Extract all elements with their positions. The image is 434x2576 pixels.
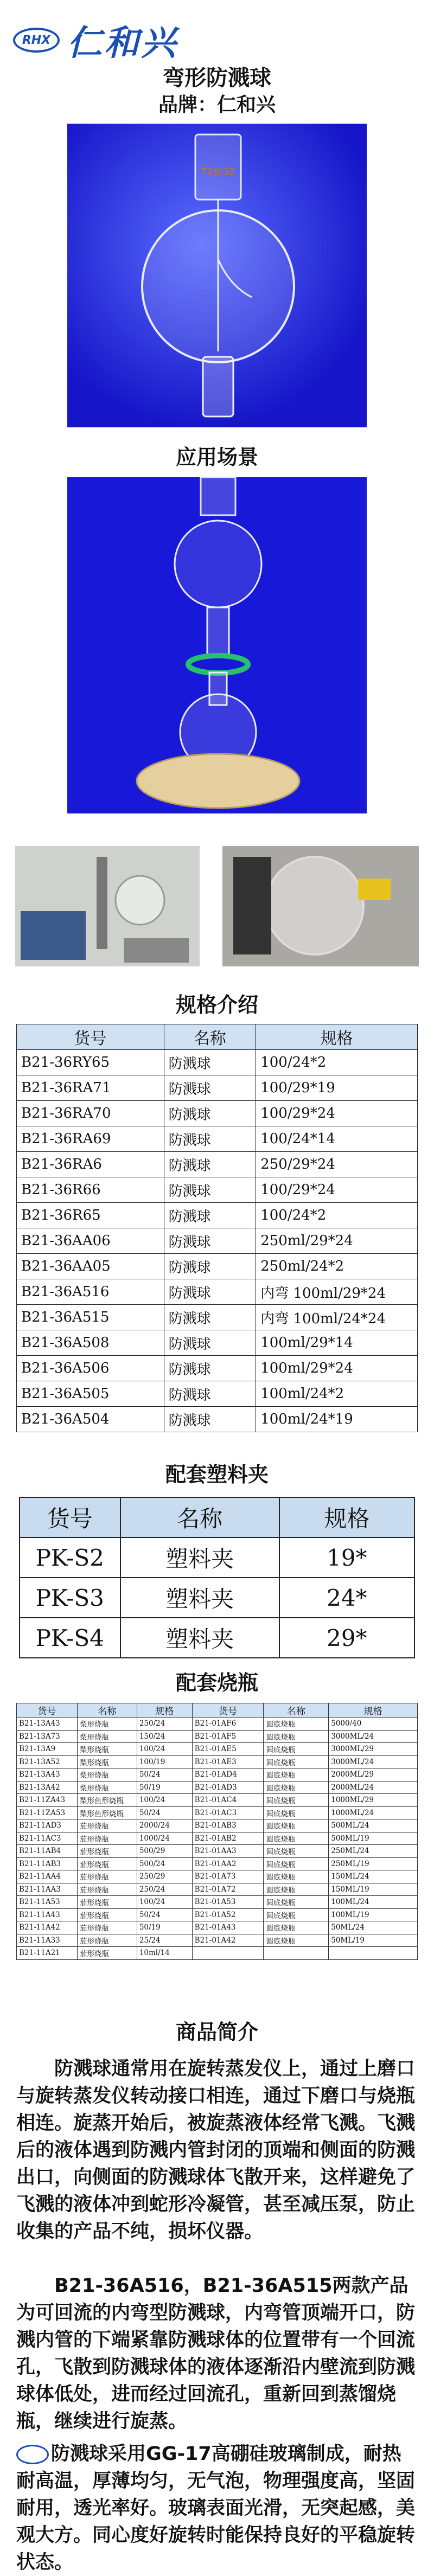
clip-row	[20, 1578, 414, 1618]
specs-header-code: 货号	[17, 1024, 164, 1050]
section-flasks-title: 配套烧瓶	[175, 1671, 258, 1695]
flask-header-code-2: 货号	[192, 1703, 264, 1718]
product-title: 弯形防溅球	[163, 66, 271, 91]
specs-cell: 防溅球	[164, 1203, 256, 1228]
flask-cell: 茄形烧瓶	[77, 1921, 137, 1934]
flask-cell: B21-01A53	[192, 1896, 264, 1909]
specs-row	[17, 1330, 418, 1356]
specs-row	[17, 1228, 418, 1254]
flask-cell: B21-11AB4	[17, 1845, 78, 1858]
flask-cell: 梨形烧瓶	[77, 1755, 137, 1768]
flask-cell: B21-11A53	[17, 1896, 78, 1909]
flask-cell: 100ML/19	[329, 1908, 418, 1921]
flask-cell: B21-01A42	[192, 1934, 264, 1947]
specs-cell: 100ml/24*2	[256, 1381, 418, 1407]
clip-cell: 29*	[279, 1618, 414, 1658]
flask-cell: 梨形烧瓶	[77, 1781, 137, 1794]
specs-cell: 防溅球	[164, 1381, 256, 1407]
brand-line: 品牌：仁和兴	[158, 94, 276, 116]
specs-row	[17, 1177, 418, 1203]
flask-cell: B21-13A73	[17, 1730, 78, 1743]
flask-cell: 2000/24	[137, 1819, 192, 1832]
flask-cell: B21-11AC3	[17, 1832, 78, 1845]
specs-cell: 防溅球	[164, 1101, 256, 1126]
flask-cell: 圆底烧瓶	[264, 1921, 329, 1934]
flask-cell: B21-01AF5	[192, 1730, 264, 1743]
logo-mark: RHX	[13, 28, 60, 53]
specs-row	[17, 1279, 418, 1305]
specs-cell: B21-36RA6	[17, 1152, 164, 1177]
flask-cell: 250/29	[137, 1870, 192, 1883]
specs-cell: 250ml/29*24	[256, 1228, 418, 1254]
flask-cell: B21-11A43	[17, 1908, 78, 1921]
specs-cell: B21-36A516	[17, 1279, 164, 1305]
flask-cell: B21-01AE3	[192, 1755, 264, 1768]
specs-header-spec: 规格	[256, 1024, 418, 1050]
flask-row	[17, 1781, 418, 1794]
specs-row	[17, 1101, 418, 1126]
clip-cell: 塑料夹	[120, 1578, 279, 1618]
clip-cell: PK-S4	[20, 1618, 120, 1658]
specs-cell: 250ml/24*2	[256, 1254, 418, 1279]
joint-label: T29/32	[201, 166, 235, 178]
flask-row	[17, 1857, 418, 1870]
specs-cell: 100/24*2	[256, 1050, 418, 1075]
brand-name: 仁和兴	[67, 23, 178, 63]
specs-cell: B21-36AA05	[17, 1254, 164, 1279]
flask-cell: 圆底烧瓶	[264, 1755, 329, 1768]
flask-header-spec-2: 规格	[329, 1703, 418, 1718]
flask-cell: 250/24	[137, 1718, 192, 1731]
specs-cell: 100/24*14	[256, 1126, 418, 1152]
flask-cell: 5000/40	[329, 1718, 418, 1731]
flask-cell: 茄形烧瓶	[77, 1819, 137, 1832]
flask-cell: 2000ML/29	[329, 1768, 418, 1782]
specs-cell: 防溅球	[164, 1152, 256, 1177]
flask-row	[17, 1730, 418, 1743]
flask-cell: B21-11AD3	[17, 1819, 78, 1832]
flask-table	[16, 1703, 418, 1960]
product-photo	[67, 124, 367, 427]
flask-cell: 1000ML/24	[329, 1806, 418, 1819]
flask-cell: 茄形烧瓶	[77, 1870, 137, 1883]
specs-cell: B21-36A506	[17, 1356, 164, 1381]
flask-cell: 梨形鱼形烧瓶	[77, 1794, 137, 1807]
flask-cell: 50/24	[137, 1806, 192, 1819]
flask-cell: 圆底烧瓶	[264, 1832, 329, 1845]
flask-cell: 150ML/24	[329, 1870, 418, 1883]
flask-cell: 100/19	[137, 1755, 192, 1768]
flask-cell: 3000ML/29	[329, 1743, 418, 1756]
flask-cell: B21-13A9	[17, 1743, 78, 1756]
flask-row	[17, 1794, 418, 1807]
flask-cell: 50ML/24	[329, 1921, 418, 1934]
clip-cell: PK-S3	[20, 1578, 120, 1618]
flask-cell: 10ml/14	[137, 1947, 192, 1960]
flask-cell: 1000ML/29	[329, 1794, 418, 1807]
flask-cell	[264, 1947, 329, 1960]
specs-cell: 100ml/29*24	[256, 1356, 418, 1381]
flask-cell: 25/24	[137, 1934, 192, 1947]
flask-cell: 100/24	[137, 1743, 192, 1756]
specs-cell: B21-36RA69	[17, 1126, 164, 1152]
flask-row	[17, 1947, 418, 1960]
flask-cell: 梨形烧瓶	[77, 1718, 137, 1731]
flask-cell: 50/24	[137, 1908, 192, 1921]
specs-row	[17, 1407, 418, 1432]
clip-header-code: 货号	[20, 1497, 120, 1537]
specs-cell: B21-36A515	[17, 1305, 164, 1330]
flask-cell: B21-11A21	[17, 1947, 78, 1960]
flask-cell: 梨形烧瓶	[77, 1730, 137, 1743]
flask-cell: B21-01AA2	[192, 1857, 264, 1870]
flask-cell: 100/24	[137, 1896, 192, 1909]
flask-cell: B21-01A73	[192, 1870, 264, 1883]
flask-cell: 梨形烧瓶	[77, 1768, 137, 1782]
specs-cell: B21-36A508	[17, 1330, 164, 1356]
flask-cell: 茄形烧瓶	[77, 1832, 137, 1845]
flask-header-name-2: 名称	[264, 1703, 329, 1718]
flask-cell: B21-11ZA53	[17, 1806, 78, 1819]
specs-cell: 100ml/24*19	[256, 1407, 418, 1432]
intro-paragraph-3-wrap	[16, 2440, 418, 2576]
flask-cell: 500/24	[137, 1857, 192, 1870]
specs-row	[17, 1381, 418, 1407]
flask-cell: B21-13A43	[17, 1768, 78, 1782]
flask-row	[17, 1870, 418, 1883]
flask-row	[17, 1908, 418, 1921]
specs-cell: 100/29*24	[256, 1177, 418, 1203]
flask-cell: B21-01AE5	[192, 1743, 264, 1756]
specs-table	[16, 1024, 418, 1432]
flask-row	[17, 1768, 418, 1782]
flask-cell: B21-01AD3	[192, 1781, 264, 1794]
clip-row	[20, 1618, 414, 1658]
flask-cell: 茄形烧瓶	[77, 1883, 137, 1896]
flask-cell: B21-01AD4	[192, 1768, 264, 1782]
flask-cell: 圆底烧瓶	[264, 1857, 329, 1870]
intro-paragraph-3: 防溅球采用GG-17高硼硅玻璃制成，耐热耐高温，厚薄均匀，无气泡，物理强度高，坚固耐用，透光率好。玻璃表面光滑，无突起感，美观大方。同心度好旋转时能保持良好的平稳旋转状态。	[16, 2443, 416, 2573]
specs-row	[17, 1254, 418, 1279]
clip-header-name: 名称	[120, 1497, 279, 1537]
flask-row	[17, 1718, 418, 1731]
flask-cell: 250/24	[137, 1883, 192, 1896]
clip-cell: 塑料夹	[120, 1537, 279, 1578]
specs-cell: B21-36RA70	[17, 1101, 164, 1126]
flask-row	[17, 1755, 418, 1768]
flask-cell: 茄形烧瓶	[77, 1908, 137, 1921]
flask-row	[17, 1921, 418, 1934]
specs-cell: 内弯 100ml/24*24	[256, 1305, 418, 1330]
clip-header-spec: 规格	[279, 1497, 414, 1537]
flask-cell: 150/24	[137, 1730, 192, 1743]
specs-cell: 防溅球	[164, 1254, 256, 1279]
flask-row	[17, 1845, 418, 1858]
flask-cell: 茄形烧瓶	[77, 1947, 137, 1960]
flask-row	[17, 1806, 418, 1819]
flask-cell: B21-11AB3	[17, 1857, 78, 1870]
flask-cell: B21-11AA4	[17, 1870, 78, 1883]
specs-cell: B21-36AA06	[17, 1228, 164, 1254]
flask-cell: B21-01AB3	[192, 1819, 264, 1832]
flask-cell: B21-01A43	[192, 1921, 264, 1934]
specs-cell: 防溅球	[164, 1356, 256, 1381]
flask-header-spec-1: 规格	[137, 1703, 192, 1718]
small-logo-icon	[16, 2445, 49, 2464]
flask-cell: B21-01A52	[192, 1908, 264, 1921]
specs-cell: 内弯 100ml/29*24	[256, 1279, 418, 1305]
flask-header-name-1: 名称	[77, 1703, 137, 1718]
flask-row	[17, 1934, 418, 1947]
flask-cell: 250ML/24	[329, 1845, 418, 1858]
flask-cell: 梨形烧瓶	[77, 1743, 137, 1756]
specs-row	[17, 1152, 418, 1177]
specs-cell: 250/29*24	[256, 1152, 418, 1177]
flask-cell: B21-01AB2	[192, 1832, 264, 1845]
flask-cell: 圆底烧瓶	[264, 1794, 329, 1807]
flask-cell: 圆底烧瓶	[264, 1819, 329, 1832]
specs-cell: 100/24*2	[256, 1203, 418, 1228]
specs-cell: B21-36R66	[17, 1177, 164, 1203]
flask-cell: B21-01AC4	[192, 1794, 264, 1807]
flask-header-row	[17, 1703, 418, 1718]
specs-row	[17, 1203, 418, 1228]
flask-row	[17, 1743, 418, 1756]
specs-cell: 100ml/29*14	[256, 1330, 418, 1356]
clip-row	[20, 1537, 414, 1578]
flask-cell: 梨形鱼形烧瓶	[77, 1806, 137, 1819]
clip-table	[19, 1497, 415, 1658]
flask-cell: B21-11ZA43	[17, 1794, 78, 1807]
specs-cell: 防溅球	[164, 1305, 256, 1330]
specs-cell: 防溅球	[164, 1126, 256, 1152]
flask-cell: 500ML/24	[329, 1819, 418, 1832]
flask-cell: 圆底烧瓶	[264, 1718, 329, 1731]
flask-cell: 150ML/19	[329, 1883, 418, 1896]
flask-cell: 茄形烧瓶	[77, 1896, 137, 1909]
flask-cell: 50/24	[137, 1768, 192, 1782]
specs-cell: 100/29*19	[256, 1075, 418, 1101]
flask-cell: 50ML/19	[329, 1934, 418, 1947]
section-intro-title: 商品简介	[175, 2020, 258, 2044]
intro-paragraph-2: B21-36A516，B21-36A515两款产品为可回流的内弯型防溅球，内弯管顶端开口，防溅内管的下端紧靠防溅球体的位置带有一个回流孔，飞散到防溅球体的液体逐渐沿内壁流到防溅球体低处，进而经过回流孔，重新回到蒸馏烧瓶，继续进行旋蒸。	[16, 2275, 416, 2432]
specs-cell: 防溅球	[164, 1228, 256, 1254]
specs-cell: B21-36R65	[17, 1203, 164, 1228]
specs-cell: 防溅球	[164, 1075, 256, 1101]
lab-photo-rotavap	[15, 846, 200, 966]
section-clips-title: 配套塑料夹	[165, 1463, 269, 1486]
flask-cell: 500/29	[137, 1845, 192, 1858]
specs-cell: B21-36RA71	[17, 1075, 164, 1101]
flask-cell: 圆底烧瓶	[264, 1908, 329, 1921]
flask-cell: B21-13A43	[17, 1718, 78, 1731]
flask-cell: 圆底烧瓶	[264, 1896, 329, 1909]
lab-photo-flask	[222, 846, 419, 966]
section-scene-title: 应用场景	[175, 445, 258, 469]
specs-row	[17, 1075, 418, 1101]
flask-cell: 500ML/19	[329, 1832, 418, 1845]
section-specs-title: 规格介绍	[175, 993, 258, 1017]
flask-row	[17, 1819, 418, 1832]
flask-cell: 100ML/24	[329, 1896, 418, 1909]
flask-cell: 圆底烧瓶	[264, 1781, 329, 1794]
specs-row	[17, 1305, 418, 1330]
brand-logo	[13, 15, 178, 65]
flask-cell: 50/19	[137, 1921, 192, 1934]
flask-cell: B21-01AC3	[192, 1806, 264, 1819]
flask-cell: 圆底烧瓶	[264, 1870, 329, 1883]
specs-row	[17, 1126, 418, 1152]
specs-cell: 防溅球	[164, 1050, 256, 1075]
flask-cell: 3000ML/24	[329, 1755, 418, 1768]
specs-row	[17, 1356, 418, 1381]
flask-cell: B21-11AA3	[17, 1883, 78, 1896]
flask-cell: 2000ML/24	[329, 1781, 418, 1794]
flask-row	[17, 1896, 418, 1909]
flask-cell: 茄形烧瓶	[77, 1845, 137, 1858]
flask-cell: 圆底烧瓶	[264, 1768, 329, 1782]
flask-cell: 250ML/19	[329, 1857, 418, 1870]
scene-photo	[67, 477, 367, 813]
flask-cell: B21-13A42	[17, 1781, 78, 1794]
flask-cell: 圆底烧瓶	[264, 1883, 329, 1896]
flask-cell	[329, 1947, 418, 1960]
specs-cell: 防溅球	[164, 1330, 256, 1356]
flask-cell: B21-11A33	[17, 1934, 78, 1947]
clip-header-row	[20, 1497, 414, 1537]
clip-cell: 19*	[279, 1537, 414, 1578]
flask-row	[17, 1883, 418, 1896]
flask-cell: 圆底烧瓶	[264, 1730, 329, 1743]
specs-cell: 防溅球	[164, 1177, 256, 1203]
clip-cell: 24*	[279, 1578, 414, 1618]
specs-cell: B21-36A504	[17, 1407, 164, 1432]
specs-cell: B21-36RY65	[17, 1050, 164, 1075]
specs-cell: 100/29*24	[256, 1101, 418, 1126]
flask-cell: 圆底烧瓶	[264, 1806, 329, 1819]
flask-cell: B21-01AA3	[192, 1845, 264, 1858]
flask-cell: 圆底烧瓶	[264, 1743, 329, 1756]
flask-cell: 圆底烧瓶	[264, 1934, 329, 1947]
flask-cell: B21-01AF6	[192, 1718, 264, 1731]
flask-cell: 圆底烧瓶	[264, 1845, 329, 1858]
specs-cell: B21-36A505	[17, 1381, 164, 1407]
specs-cell: 防溅球	[164, 1407, 256, 1432]
flask-cell	[192, 1947, 264, 1960]
flask-header-code-1: 货号	[17, 1703, 78, 1718]
flask-cell: 3000ML/24	[329, 1730, 418, 1743]
flask-cell: B21-13A52	[17, 1755, 78, 1768]
flask-cell: 50/19	[137, 1781, 192, 1794]
specs-header-row	[17, 1024, 418, 1050]
flask-cell: B21-01A72	[192, 1883, 264, 1896]
flask-cell: 100/24	[137, 1794, 192, 1807]
specs-row	[17, 1050, 418, 1075]
flask-cell: 1000/24	[137, 1832, 192, 1845]
intro-paragraph-1: 防溅球通常用在旋转蒸发仪上，通过上磨口与旋转蒸发仪转动接口相连，通过下磨口与烧瓶相连。旋蒸开始后，被旋蒸液体经常飞溅。飞溅后的液体遇到防溅内管封闭的顶端和侧面的防溅出口，向侧面的防溅球体飞散开来，这样避免了飞溅的液体冲到蛇形冷凝管，甚至减压泵，防止收集的产品不纯，损坏仪器。	[16, 2058, 416, 2242]
flask-row	[17, 1832, 418, 1845]
clip-cell: 塑料夹	[120, 1618, 279, 1658]
specs-header-name: 名称	[164, 1024, 256, 1050]
specs-cell: 防溅球	[164, 1279, 256, 1305]
flask-cell: 茄形烧瓶	[77, 1934, 137, 1947]
flask-cell: B21-11A42	[17, 1921, 78, 1934]
clip-cell: PK-S2	[20, 1537, 120, 1578]
flask-cell: 茄形烧瓶	[77, 1857, 137, 1870]
